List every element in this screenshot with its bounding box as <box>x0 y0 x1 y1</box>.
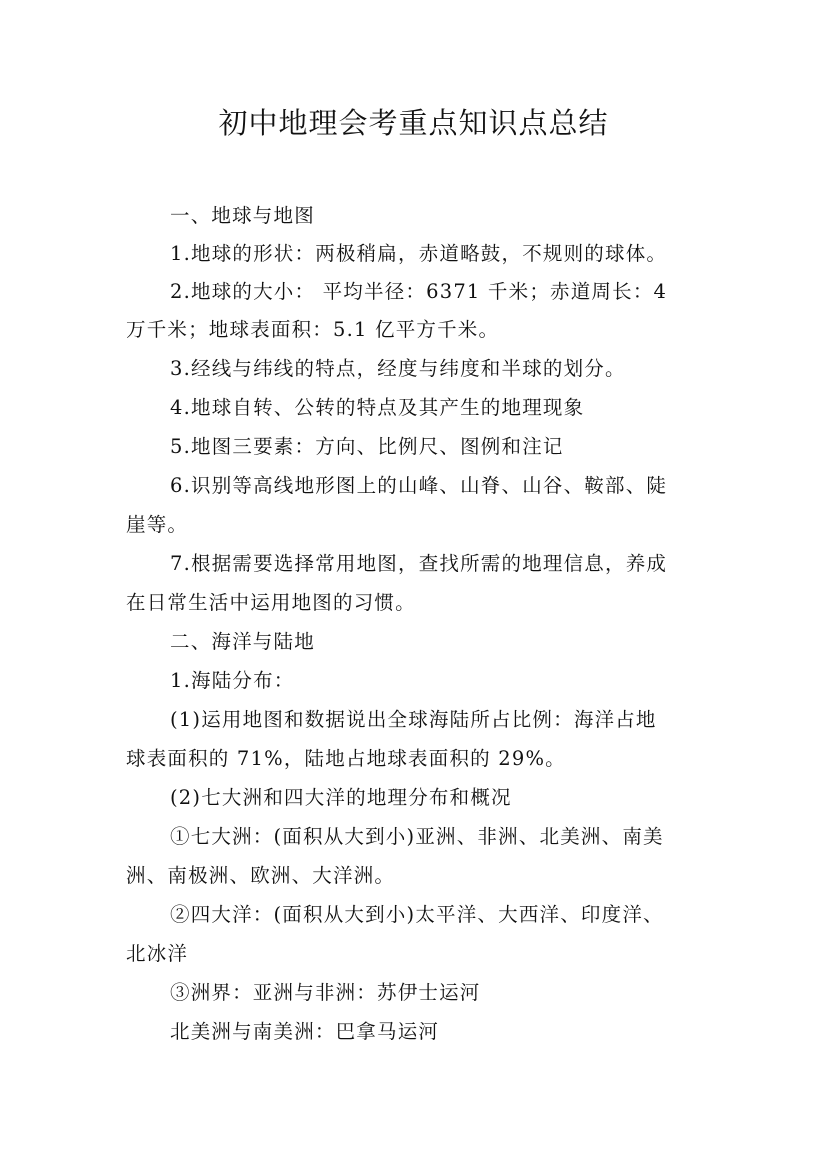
text-line: 北美洲与南美洲：巴拿马运河 <box>170 1020 440 1043</box>
text-line: 北冰洋 <box>126 942 189 965</box>
text-line: 5.地图三要素：方向、比例尺、图例和注记 <box>170 435 564 458</box>
text-line: 万千米；地球表面积：5.1 亿平方千米。 <box>126 318 500 341</box>
text-line: 1.地球的形状：两极稍扁，赤道略鼓，不规则的球体。 <box>170 242 668 265</box>
document-title: 初中地理会考重点知识点总结 <box>218 106 609 140</box>
section-heading-ocean-and-land: 二、海洋与陆地 <box>170 630 315 653</box>
text-line: 2.地球的大小： 平均半径：6371 千米；赤道周长：4 <box>170 280 668 303</box>
text-line: 3.经线与纬线的特点，经度与纬度和半球的划分。 <box>170 357 626 380</box>
text-line: ①七大洲：(面积从大到小)亚洲、非洲、北美洲、南美 <box>170 825 664 848</box>
section-heading-earth-and-maps: 一、地球与地图 <box>170 204 315 227</box>
text-line: 洲、南极洲、欧洲、大洋洲。 <box>126 864 396 887</box>
text-line: 球表面积的 71%，陆地占地球表面积的 29%。 <box>126 747 566 770</box>
text-line: 6.识别等高线地形图上的山峰、山脊、山谷、鞍部、陡 <box>170 474 668 497</box>
text-line: (1)运用地图和数据说出全球海陆所占比例：海洋占地 <box>170 708 657 731</box>
text-line: (2)七大洲和四大洋的地理分布和概况 <box>170 786 512 809</box>
text-line: 在日常生活中运用地图的习惯。 <box>126 591 416 614</box>
text-line: 1.海陆分布： <box>170 669 295 692</box>
text-line: 4.地球自转、公转的特点及其产生的地理现象 <box>170 396 585 419</box>
text-line: 崖等。 <box>126 513 189 536</box>
text-line: 7.根据需要选择常用地图，查找所需的地理信息，养成 <box>170 552 668 575</box>
text-line: ②四大洋：(面积从大到小)太平洋、大西洋、印度洋、 <box>170 903 664 926</box>
text-line: ③洲界：亚洲与非洲：苏伊士运河 <box>170 981 481 1004</box>
